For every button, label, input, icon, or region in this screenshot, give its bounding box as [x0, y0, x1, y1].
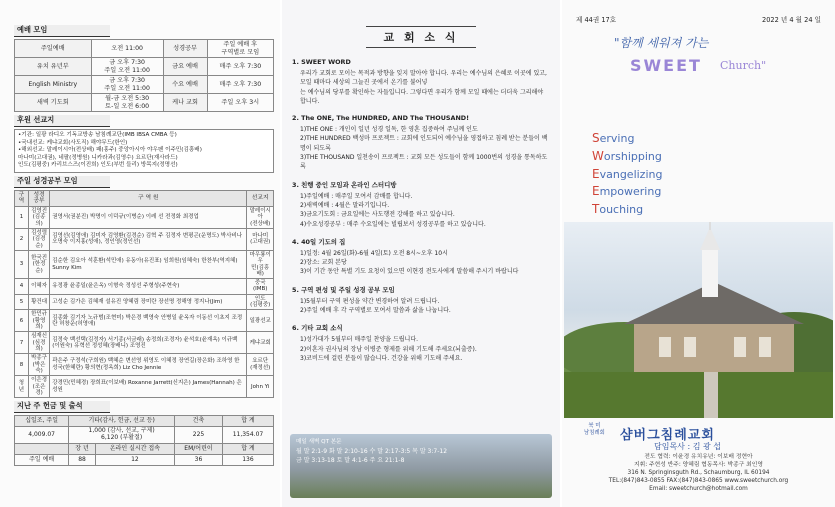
worship-row — [15, 58, 274, 76]
table-cell: 마나미 (고대권) — [247, 228, 274, 250]
contact-info — [568, 454, 829, 494]
table-cell: 요르단 (재정선) — [247, 354, 274, 376]
worship-cell: 금요 예배 — [163, 58, 207, 76]
table-cell: 3 — [15, 250, 29, 278]
table-cell: 8 — [15, 354, 29, 376]
offering-cell: 11,354.07 — [222, 427, 273, 444]
news-item-line: 2)THE HUNDRED 백성마 프로젝트 : 교회에 인도되어 예수님을 영접하고 침례 받는 분들이 백 명이 되도록 — [300, 135, 548, 152]
table-row — [15, 207, 274, 229]
acrostic-list — [592, 130, 662, 219]
news-list — [292, 58, 550, 363]
offering-cell: 12 — [95, 454, 174, 465]
acrostic-word: orshipping — [603, 149, 662, 163]
news-item-line: 4)수요성경공부 : 매주 수요일에는 빌립보서 성경공부를 하고 있습니다. — [300, 220, 486, 228]
offering-cell: 온라인 실시간 접속 — [95, 443, 174, 454]
contact-line: 지휘: 주현성 반주: 양혜림 협동목사: 박종구 최인영 — [634, 461, 763, 468]
news-item-line: 1)5월부터 구역 편성을 약간 변경하여 알려 드립니다. — [300, 297, 440, 305]
news-item-line: 3)THE THOUSAND 일천송이 프로젝트 : 교회 모든 성도들이 함께 1000번의 성경을 통독하도록 — [300, 154, 548, 171]
worship-cell: 월-금 오전 5:30 토-일 오전 6:00 — [91, 94, 163, 112]
worship-cell: 케나 교회 — [163, 94, 207, 112]
table-cell: 고성순 김가은 김혜재 설유진 양혜림 장미란 장선명 정해영 정지나(Jim) — [50, 294, 247, 310]
offering-row — [15, 416, 274, 427]
missions-title: 후원 선교지 — [14, 115, 110, 127]
worship-cell: 주일 예배 후 구역별로 모임 — [207, 40, 273, 58]
offering-cell: 장 년 — [69, 443, 96, 454]
table-cell: 이혜자 — [28, 279, 49, 295]
acrostic-letter: T — [592, 202, 600, 216]
news-item — [292, 237, 550, 277]
table-cell: 김종화 김기자 노규범(조현미) 박은경 백영숙 안병일 윤옥자 이동선 이초지 조정란 허창운(허영애) — [50, 310, 247, 332]
news-item — [292, 323, 550, 363]
table-cell: 7 — [15, 332, 29, 354]
offering-cell: 1,000 (감사, 선교, 구제) 6,120 (부활절) — [69, 427, 175, 444]
table-cell: 황건대 — [28, 294, 49, 310]
news-item-heading: 5. 구역 편성 및 주일 성경 공부 모임 — [292, 285, 395, 294]
worship-row — [15, 40, 274, 58]
offering-cell: 주일 예배 — [15, 454, 69, 465]
news-title: 교 회 소 식 — [366, 26, 476, 48]
table-cell: 유정광 윤종일(윤은옥) 이형숙 정성선 주형성(주현숙) — [50, 279, 247, 295]
table-cell: 김영진 (김종의) — [28, 207, 49, 229]
table-cell: 일광선교 — [247, 310, 274, 332]
issue-date: 2022 년 4 월 24 일 — [762, 16, 821, 24]
table-cell: 마우룡이우 민(김흥배) — [247, 250, 274, 278]
table-cell: 5 — [15, 294, 29, 310]
missions-text: •기관: 일광 라디오 기독교방송 남침례교단(IMB IBSA CMBA 등) •국내선교: 케냐교회(사도직) 해야무드(한인) •해외선교: 말레이시아(전상배) 패(홍주) 중앙아시아 야우펜 이주민(김흥배) 마나미(고대권), 네팔(정병원) 니카라과(김영수) 요르단(재사라드) 인도(김평중) 카리브스즈(이진희) 인도(부번 들리) 방목지(정명선) — [14, 129, 274, 173]
column-header: 구 역 원 — [50, 190, 247, 206]
column-header: 선교지 — [247, 190, 274, 206]
worship-cell: 주일 오후 3시 — [207, 94, 273, 112]
acrostic-line — [592, 183, 662, 201]
offering-cell: 136 — [222, 454, 273, 465]
offering-row — [15, 454, 274, 465]
table-cell: 강경민(민혜경) 장희표(이보배) Roxanne Jarrett(신지은) James(Hannah) 은성원 — [50, 376, 247, 398]
table-cell: 케냐교회 — [247, 332, 274, 354]
worship-row — [15, 94, 274, 112]
news-item-line: 우리가 교회로 모이는 목적과 방향을 잊지 말아야 합니다. 우리는 예수님의 은혜로 이곳에 있고, 모일 때마다 세상의 그늘진 곳에서 온기를 불어넣 — [300, 70, 547, 87]
bible-reading-row: 월 말 2:1-9 화 말 2:10-16 수 말 2:17-3:5 목 말 3:7-12 — [296, 448, 448, 455]
issue-number: 제 44권 17호 — [576, 16, 617, 24]
church-name: 샴버그침례교회 — [620, 428, 715, 443]
news-item-line: 2)장소: 교회 본당 — [300, 259, 347, 267]
worship-cell: 매주 오후 7:30 — [207, 76, 273, 94]
table-cell: 4 — [15, 279, 29, 295]
news-item-heading: 6. 기타 교회 소식 — [292, 324, 343, 333]
study-groups-table — [14, 190, 274, 398]
news-item-line: 1)일정: 4월 26일(화)-6월 4일(토) 오전 8시~오후 10시 — [300, 249, 448, 257]
acrostic-line — [592, 130, 662, 148]
study-groups-title: 주일 성경공부 모임 — [14, 176, 110, 188]
table-cell: 김순한 김요아 석훈환(석민애) 유동아(유진표) 임희원(임혜숙) 한찬부(역지혜) Sunny Kim — [50, 250, 247, 278]
news-item-heading: 2. The ONE, The HUNDRED, AND The THOUSAND! — [292, 114, 470, 123]
bible-reading-title: 매일 새벽 QT 본문 — [296, 439, 342, 445]
news-item-line: 2)새벽예배 : 4월은 말라기입니다. — [300, 201, 390, 209]
table-cell: 6 — [15, 310, 29, 332]
offering-row — [15, 427, 274, 444]
table-cell: 권영서(권분진) 박명이 이덕규(이병순) 이레 선 전정화 최경업 — [50, 207, 247, 229]
worship-cell: 오전 11:00 — [91, 40, 163, 58]
news-item-line: 1)주일예배 : 매주일 모여서 감배를 합니다. — [300, 192, 413, 200]
right-panel — [562, 0, 835, 507]
table-row — [15, 250, 274, 278]
table-cell: 한민규 (황영희) — [28, 310, 49, 332]
offering-title: 지난 주 헌금 및 출석 — [14, 401, 110, 413]
contact-line: 316 N. Springinsguth Rd., Schaumburg, IL 60194 — [627, 469, 770, 476]
church-illustration — [564, 222, 833, 418]
worship-cell: 매주 오후 7:30 — [207, 58, 273, 76]
table-cell: John Yi — [247, 376, 274, 398]
worship-cell: English Ministry — [15, 76, 92, 94]
table-cell: 김정숙 백선택(김정자) 서기종(서금래) 송정희(조경자) 윤석호(윤재옥) 이규백(이원숙) 유혁선 정성혜(장배니) 조영진 — [50, 332, 247, 354]
worship-cell: 주일예배 — [15, 40, 92, 58]
contact-line: 전도 협력: 이윤경 유치유년: 이보배 정현아 — [644, 454, 753, 460]
brand-church: Church" — [720, 59, 767, 72]
table-cell: 김성렬 (김경순) — [28, 228, 49, 250]
acrostic-letter: E — [592, 166, 600, 181]
worship-cell: 금 오후 7:30 주일 오전 11:00 — [91, 58, 163, 76]
news-item-line: 3)금요기도회 : 금요일에는 사도행전 강해를 하고 있습니다. — [300, 211, 455, 219]
news-item — [292, 114, 550, 171]
table-cell: 청년 — [15, 376, 29, 398]
acrostic-line — [592, 166, 662, 184]
news-item — [292, 180, 550, 229]
table-row — [15, 294, 274, 310]
column-header: 구역 — [15, 190, 29, 206]
table-cell: 이은경 (조은경) — [28, 376, 49, 398]
acrostic-word: vangelizing — [599, 167, 663, 181]
offering-cell: 십일조, 주일 — [15, 416, 69, 427]
table-cell: 말레이시아 (전상배) — [247, 207, 274, 229]
news-item — [292, 58, 550, 106]
left-panel — [0, 0, 280, 507]
column-header: 성경공부 — [28, 190, 49, 206]
middle-panel — [282, 0, 560, 507]
slogan: "함께 세워져 가는 — [614, 36, 709, 50]
table-cell: 박종구 (박은숙) — [28, 354, 49, 376]
acrostic-word: erving — [599, 132, 635, 145]
offering-cell: 4,009.07 — [15, 427, 69, 444]
offering-cell: 88 — [69, 454, 96, 465]
church-building-photo — [564, 222, 833, 418]
bible-reading-box — [290, 434, 552, 498]
acrostic-line — [592, 201, 662, 219]
acrostic-letter: S — [592, 131, 600, 145]
news-item-heading: 3. 친행 중인 모임과 온라인 스터디방 — [292, 180, 397, 189]
table-cell: 중국 (IMB) — [247, 279, 274, 295]
brand-sweet: SWEET — [630, 56, 702, 75]
contact-line: TEL:(847)843-0855 FAX:(847)843-0865 www.sweetchurch.org — [608, 477, 789, 484]
offering-cell — [15, 443, 69, 454]
table-row — [15, 279, 274, 295]
bible-reading-row: 금 말 3:13-18 토 말 4:1-6 주 요 21:1-8 — [296, 457, 405, 464]
offering-row — [15, 443, 274, 454]
worship-cell: 새벽 기도회 — [15, 94, 92, 112]
table-row — [15, 376, 274, 398]
table-cell: 2 — [15, 228, 29, 250]
worship-cell: 성경공부 — [163, 40, 207, 58]
worship-table — [14, 39, 274, 112]
worship-cell: 수요 예배 — [163, 76, 207, 94]
news-item-heading: 4. 40일 기도의 집 — [292, 237, 346, 246]
table-cell: 김영선(김영애) 김미자 김영환(김경순) 김혁 주 김정자 변평곤(운명도) 박사비나 오명숙 이지홍(성애), 정인영(정인선) — [50, 228, 247, 250]
worship-row — [15, 76, 274, 94]
table-row — [15, 228, 274, 250]
offering-cell: 건축 — [175, 416, 223, 427]
news-item-line: 1)THE ONE : 개인이 일년 성경 일독, 한 영혼 집중하여 주님께 인도 — [300, 126, 478, 134]
offering-cell: EM/어린이 — [175, 443, 223, 454]
worship-title: 예배 모임 — [14, 25, 110, 37]
offering-cell: 합 계 — [222, 416, 273, 427]
news-item-heading: 1. SWEET WORD — [292, 58, 351, 66]
table-row — [15, 354, 274, 376]
acrostic-letter: W — [592, 148, 604, 163]
table-cell: 1 — [15, 207, 29, 229]
contact-line: Email: sweetchurch@hotmail.com — [649, 485, 748, 492]
offering-cell: 225 — [175, 427, 223, 444]
table-row — [15, 310, 274, 332]
acrostic-letter: E — [592, 184, 600, 199]
news-item-line: 는 예수님의 당부를 확인하는 자들입니다. 그렇다면 우리가 함께 모일 때에는 더더욱 그리해야 합니다. — [300, 88, 544, 105]
offering-table — [14, 415, 274, 466]
table-cell: 곽은주 구정석(구희원) 백혜순 변선영 위영도 이혜정 장연길(장은화) 조하영 한성국(한혜란) 황의현(정옥희) Liz Cho Jennie — [50, 354, 247, 376]
table-row — [15, 332, 274, 354]
acrostic-word: ouching — [599, 203, 644, 216]
news-item-line: 3)코비드에 걸린 분들이 많습니다. 건강을 위해 기도해 주세요. — [300, 354, 463, 362]
worship-cell: 유치 유년부 — [15, 58, 92, 76]
table-cell: 한국진 (한정순) — [28, 250, 49, 278]
denomination-label: 북 미 남침례회 — [584, 423, 605, 437]
table-cell: 인도 (김평중) — [247, 294, 274, 310]
worship-cell: 금 오후 7:30 주일 오전 11:00 — [91, 76, 163, 94]
offering-cell: 기타(감사, 헌금, 선교 등) — [69, 416, 175, 427]
pastor-name: 담임목사 : 김 광 섭 — [654, 442, 721, 451]
news-item-line: 3)이 기간 동안 특별 기도 요청이 있으면 이현경 전도사에게 말씀해 주시기 바랍니다 — [300, 268, 519, 276]
table-cell: 심재신 (심경희) — [28, 332, 49, 354]
news-item-line: 1)성가대가 5월부터 매주일 찬양을 드립니다. — [300, 336, 419, 344]
offering-cell: 합 계 — [222, 443, 273, 454]
offering-cell: 36 — [175, 454, 223, 465]
acrostic-word: mpowering — [599, 185, 662, 199]
acrostic-line — [592, 148, 662, 166]
news-item — [292, 285, 550, 316]
news-item-line: 2)주일 예배 후 각 구역별로 모여서 말씀과 삶을 나눕니다. — [300, 307, 451, 315]
news-item-line: 2)이혼자 권사님의 장남 이병준 형제를 위해 기도해 주세요(뇌출증). — [300, 345, 477, 353]
